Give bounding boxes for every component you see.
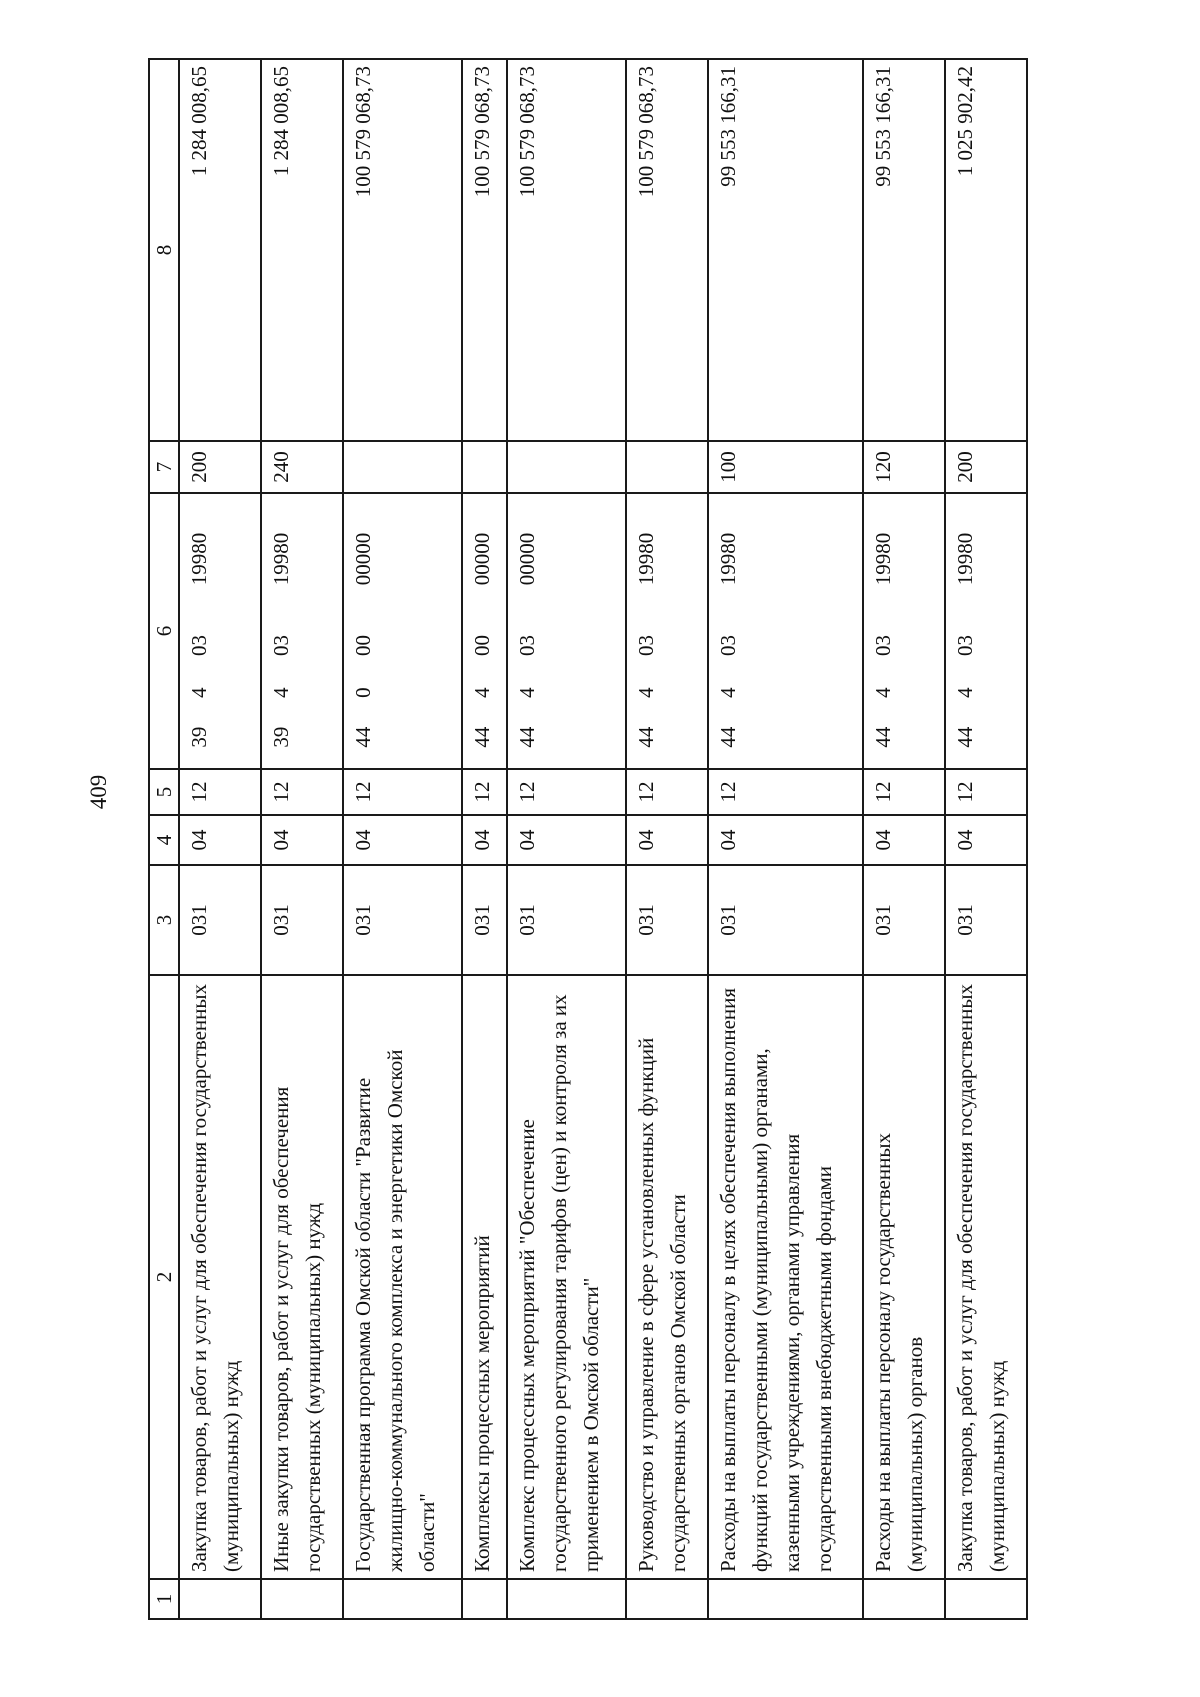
subsection-code-cell: 12 (179, 769, 261, 815)
table-row (261, 59, 343, 1619)
section-code-cell: 04 (261, 815, 343, 865)
expense-type-cell (462, 441, 508, 493)
amount-cell: 1 284 008,65 (261, 59, 343, 441)
column-header: 3 (149, 865, 179, 975)
target-article-part: 03 (187, 634, 211, 656)
target-article-part: 03 (870, 634, 895, 656)
ministry-code-cell: 031 (507, 865, 626, 975)
item-name-cell: Расходы на выплаты персоналу в целях обеспечения выполнения функций государственными (муниципальными) органами, казенными учреждениями, органами управления государственными внебюджетными фондами (708, 975, 863, 1579)
subsection-code-cell: 12 (945, 769, 1027, 815)
subsection-code-cell: 12 (261, 769, 343, 815)
target-article-part: 19980 (870, 532, 895, 586)
column-header: 6 (149, 493, 179, 769)
subsection-code-cell: 12 (708, 769, 863, 815)
target-article-cell (179, 493, 261, 769)
target-article-part: 44 (870, 726, 895, 748)
target-article-part: 00 (469, 634, 494, 656)
target-article-part: 0 (351, 687, 376, 698)
target-article-part: 00000 (469, 532, 494, 586)
target-article-part: 4 (187, 687, 211, 698)
expense-type-cell: 200 (179, 441, 261, 493)
target-article-part: 19980 (269, 532, 294, 586)
row-number-cell (343, 1579, 462, 1619)
target-article-part: 03 (633, 634, 658, 656)
ministry-code-cell: 031 (261, 865, 343, 975)
target-article-part: 19980 (952, 532, 977, 586)
target-article-part: 19980 (187, 532, 211, 586)
item-name-cell: Иные закупки товаров, работ и услуг для обеспечения государственных (муниципальных) нужд (261, 975, 343, 1579)
header-row (149, 59, 179, 1619)
expense-type-cell: 240 (261, 441, 343, 493)
target-article-cell (863, 493, 945, 769)
expense-type-cell: 200 (945, 441, 1027, 493)
target-article-part: 00000 (515, 532, 540, 586)
target-article-part: 4 (715, 687, 740, 698)
target-article-part: 19980 (715, 532, 740, 586)
amount-cell: 99 553 166,31 (863, 59, 945, 441)
target-article-part: 44 (469, 726, 494, 748)
subsection-code-cell: 12 (343, 769, 462, 815)
expense-type-cell: 100 (708, 441, 863, 493)
target-article-cell (945, 493, 1027, 769)
ministry-code-cell: 031 (179, 865, 261, 975)
item-name-cell: Руководство и управление в сфере установленных функций государственных органов Омской области (626, 975, 708, 1579)
item-name-cell: Закупка товаров, работ и услуг для обеспечения государственных (муниципальных) нужд (945, 975, 1027, 1579)
target-article-part: 4 (870, 687, 895, 698)
rotated-page (148, 60, 1028, 1620)
target-article-part: 03 (715, 634, 740, 656)
ministry-code-cell: 031 (945, 865, 1027, 975)
target-article-cell (708, 493, 863, 769)
section-code-cell: 04 (507, 815, 626, 865)
target-article-part: 44 (715, 726, 740, 748)
section-code-cell: 04 (343, 815, 462, 865)
target-article-part: 44 (351, 726, 376, 748)
amount-cell: 100 579 068,73 (626, 59, 708, 441)
target-article-part: 03 (952, 634, 977, 656)
item-name-cell: Комплексы процессных мероприятий (462, 975, 508, 1579)
target-article-part: 03 (515, 634, 540, 656)
row-number-cell (863, 1579, 945, 1619)
amount-cell: 99 553 166,31 (708, 59, 863, 441)
table-row (945, 59, 1027, 1619)
row-number-cell (626, 1579, 708, 1619)
item-name-cell: Государственная программа Омской области "Развитие жилищно-коммунального комплекса и энергетики Омской области" (343, 975, 462, 1579)
expense-type-cell (507, 441, 626, 493)
target-article-part: 03 (269, 634, 294, 656)
amount-cell: 100 579 068,73 (462, 59, 508, 441)
subsection-code-cell: 12 (462, 769, 508, 815)
budget-table (148, 58, 1028, 1620)
target-article-part: 00 (351, 634, 376, 656)
column-header: 1 (149, 1579, 179, 1619)
target-article-part: 4 (633, 687, 658, 698)
ministry-code-cell: 031 (708, 865, 863, 975)
table-row (179, 59, 261, 1619)
table-row (507, 59, 626, 1619)
column-header: 8 (149, 59, 179, 441)
page-number: 409 (86, 774, 111, 810)
expense-type-cell: 120 (863, 441, 945, 493)
ministry-code-cell: 031 (626, 865, 708, 975)
amount-cell: 100 579 068,73 (343, 59, 462, 441)
expense-type-cell (343, 441, 462, 493)
section-code-cell: 04 (179, 815, 261, 865)
section-code-cell: 04 (462, 815, 508, 865)
target-article-part: 44 (515, 726, 540, 748)
expense-type-cell (626, 441, 708, 493)
item-name-cell: Расходы на выплаты персоналу государственных (муниципальных) органов (863, 975, 945, 1579)
target-article-cell (507, 493, 626, 769)
section-code-cell: 04 (708, 815, 863, 865)
target-article-part: 44 (952, 726, 977, 748)
target-article-part: 44 (633, 726, 658, 748)
item-name-cell: Закупка товаров, работ и услуг для обеспечения государственных (муниципальных) нужд (179, 975, 261, 1579)
target-article-part: 4 (469, 687, 494, 698)
subsection-code-cell: 12 (863, 769, 945, 815)
row-number-cell (462, 1579, 508, 1619)
row-number-cell (708, 1579, 863, 1619)
row-number-cell (945, 1579, 1027, 1619)
target-article-part: 4 (269, 687, 294, 698)
row-number-cell (261, 1579, 343, 1619)
ministry-code-cell: 031 (343, 865, 462, 975)
column-header: 5 (149, 769, 179, 815)
column-header: 2 (149, 975, 179, 1579)
table-row (343, 59, 462, 1619)
row-number-cell (179, 1579, 261, 1619)
ministry-code-cell: 031 (863, 865, 945, 975)
column-header: 7 (149, 441, 179, 493)
amount-cell: 1 025 902,42 (945, 59, 1027, 441)
target-article-cell (626, 493, 708, 769)
section-code-cell: 04 (863, 815, 945, 865)
table-row (462, 59, 508, 1619)
amount-cell: 1 284 008,65 (179, 59, 261, 441)
target-article-part: 39 (187, 726, 211, 748)
table-row (626, 59, 708, 1619)
ministry-code-cell: 031 (462, 865, 508, 975)
target-article-cell (462, 493, 508, 769)
target-article-part: 00000 (351, 532, 376, 586)
target-article-part: 4 (952, 687, 977, 698)
subsection-code-cell: 12 (626, 769, 708, 815)
target-article-part: 4 (515, 687, 540, 698)
section-code-cell: 04 (626, 815, 708, 865)
row-number-cell (507, 1579, 626, 1619)
target-article-part: 39 (269, 726, 294, 748)
section-code-cell: 04 (945, 815, 1027, 865)
target-article-cell (261, 493, 343, 769)
target-article-part: 19980 (633, 532, 658, 586)
table-row (708, 59, 863, 1619)
subsection-code-cell: 12 (507, 769, 626, 815)
item-name-cell: Комплекс процессных мероприятий "Обеспечение государственного регулирования тарифов (цен) и контроля за их применением в Омской области" (507, 975, 626, 1579)
column-header: 4 (149, 815, 179, 865)
amount-cell: 100 579 068,73 (507, 59, 626, 441)
table-row (863, 59, 945, 1619)
target-article-cell (343, 493, 462, 769)
